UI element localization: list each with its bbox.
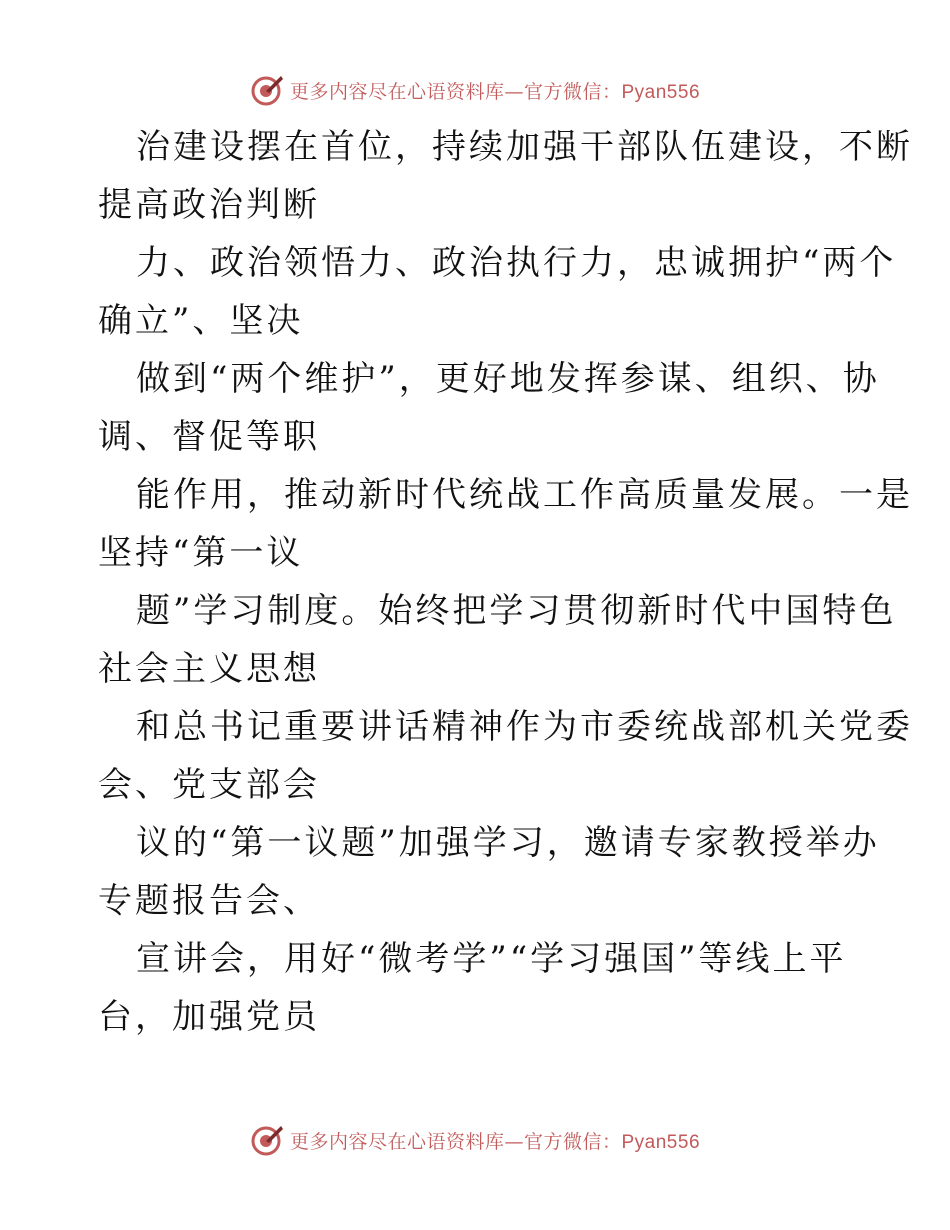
body-line: 台，加强党员 xyxy=(98,997,320,1037)
body-line: 提高政治判断 xyxy=(98,185,320,225)
footer-banner-account: Pyan556 xyxy=(621,1131,701,1153)
body-line: 专题报告会、 xyxy=(98,881,320,921)
body-line: 调、督促等职 xyxy=(98,417,320,457)
header-banner-dash: — xyxy=(504,80,524,103)
footer-banner-text xyxy=(290,1127,700,1154)
header-banner xyxy=(0,70,950,110)
body-line: 坚持“第一议 xyxy=(98,533,304,573)
body-line: 治建设摆在首位，持续加强干部队伍建设，不断 xyxy=(136,127,913,167)
header-banner-wechat-label: 官方微信： xyxy=(523,80,622,103)
body-line: 确立”、坚决 xyxy=(98,301,304,341)
document-body xyxy=(98,118,913,1046)
body-line: 议的“第一议题”加强学习，邀请专家教授举办 xyxy=(136,823,880,863)
body-line: 宣讲会，用好“微考学”“学习强国”等线上平 xyxy=(136,939,847,979)
body-line: 题”学习制度。始终把学习贯彻新时代中国特色 xyxy=(136,591,897,631)
body-line: 和总书记重要讲话精神作为市委统战部机关党委 xyxy=(136,707,913,747)
body-line: 力、政治领悟力、政治执行力，忠诚拥护“两个 xyxy=(136,243,897,283)
footer-banner-wechat-label: 官方微信： xyxy=(523,1130,622,1153)
footer-banner-dash: — xyxy=(504,1130,524,1153)
header-banner-account: Pyan556 xyxy=(621,81,701,103)
footer-banner xyxy=(0,1120,950,1160)
header-banner-main: 更多内容尽在心语资料库 xyxy=(289,80,505,103)
footer-banner-main: 更多内容尽在心语资料库 xyxy=(289,1130,505,1153)
body-line: 能作用，推动新时代统战工作高质量发展。一是 xyxy=(136,475,913,515)
red-quill-circle-icon xyxy=(250,1123,284,1157)
red-quill-circle-icon xyxy=(250,73,284,107)
body-line: 做到“两个维护”，更好地发挥参谋、组织、协 xyxy=(136,359,880,399)
header-banner-text xyxy=(290,77,700,104)
body-line: 会、党支部会 xyxy=(98,765,320,805)
body-line: 社会主义思想 xyxy=(98,649,320,689)
